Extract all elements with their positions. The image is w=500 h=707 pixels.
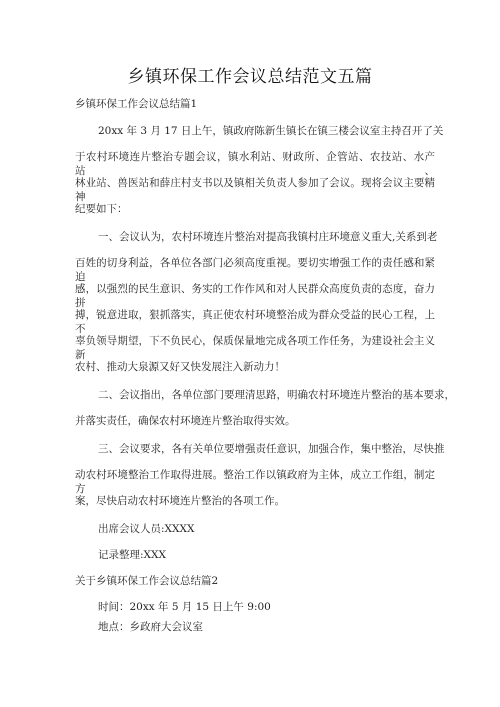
paragraph-4-line-3: 案，尽快启动农村环境连片整治的各项工作。 xyxy=(75,495,285,507)
meeting-time-line: 时间：20xx 年 5 月 15 日上午 9:00 xyxy=(98,601,271,613)
section-heading-1: 乡镇环保工作会议总结篇1 xyxy=(75,98,198,110)
paragraph-3-line-1: 二、会议指出，各单位部门要理清思路，明确农村环境连片整治的基本要求， xyxy=(98,389,455,401)
paragraph-4-line-1: 三、会议要求，各有关单位要增强责任意识，加强合作，集中整治，尽快推 xyxy=(98,443,445,455)
paragraph-2-line-4: 搏，锐意进取，狠抓落实，真正使农村环境整治成为群众受益的民心工程，上不 xyxy=(75,309,435,335)
meeting-place-line: 地点：乡政府大会议室 xyxy=(98,621,203,633)
paragraph-1-line-3: 林业站、兽医站和薛庄村支书以及镇相关负责人参加了会议。现将会议主要精神 xyxy=(75,177,435,203)
paragraph-1-line-4: 纪要如下： xyxy=(75,203,128,215)
document-title: 乡镇环保工作会议总结范文五篇 xyxy=(127,67,373,87)
paragraph-2-line-6: 农村、推动大泉源又好又快发展注入新动力！ xyxy=(75,361,285,373)
paragraph-2-line-5: 辜负领导期望，下不负民心，保质保量地完成各项工作任务，为建设社会主义新 xyxy=(75,335,435,361)
attendees-line: 出席会议人员:XXXX xyxy=(98,523,195,535)
recorder-line: 记录整理:XXX xyxy=(98,549,166,561)
paragraph-1-line-2: 于农村环境连片整治专题会议，镇水利站、财政所、企管站、农技站、水产站、 xyxy=(75,151,435,177)
paragraph-1-line-1: 20xx 年 3 月 17 日上午，镇政府陈新生镇长在镇三楼会议室主持召开了关 xyxy=(98,125,444,137)
section-heading-2: 关于乡镇环保工作会议总结篇2 xyxy=(75,575,219,587)
paragraph-4-line-2: 动农村环境整治工作取得进展。整治工作以镇政府为主体，成立工作组，制定方 xyxy=(75,469,435,495)
paragraph-2-line-3: 感，以强烈的民生意识、务实的工作作风和对人民群众高度负责的态度，奋力拼 xyxy=(75,283,435,309)
paragraph-2-line-2: 百姓的切身利益，各单位各部门必须高度重视。要切实增强工作的责任感和紧迫 xyxy=(75,257,435,283)
paragraph-2-line-1: 一、会议认为，农村环境连片整治对提高我镇村庄环境意义重大,关系到老 xyxy=(98,231,438,243)
paragraph-3-line-2: 并落实责任，确保农村环境连片整治取得实效。 xyxy=(75,415,296,427)
